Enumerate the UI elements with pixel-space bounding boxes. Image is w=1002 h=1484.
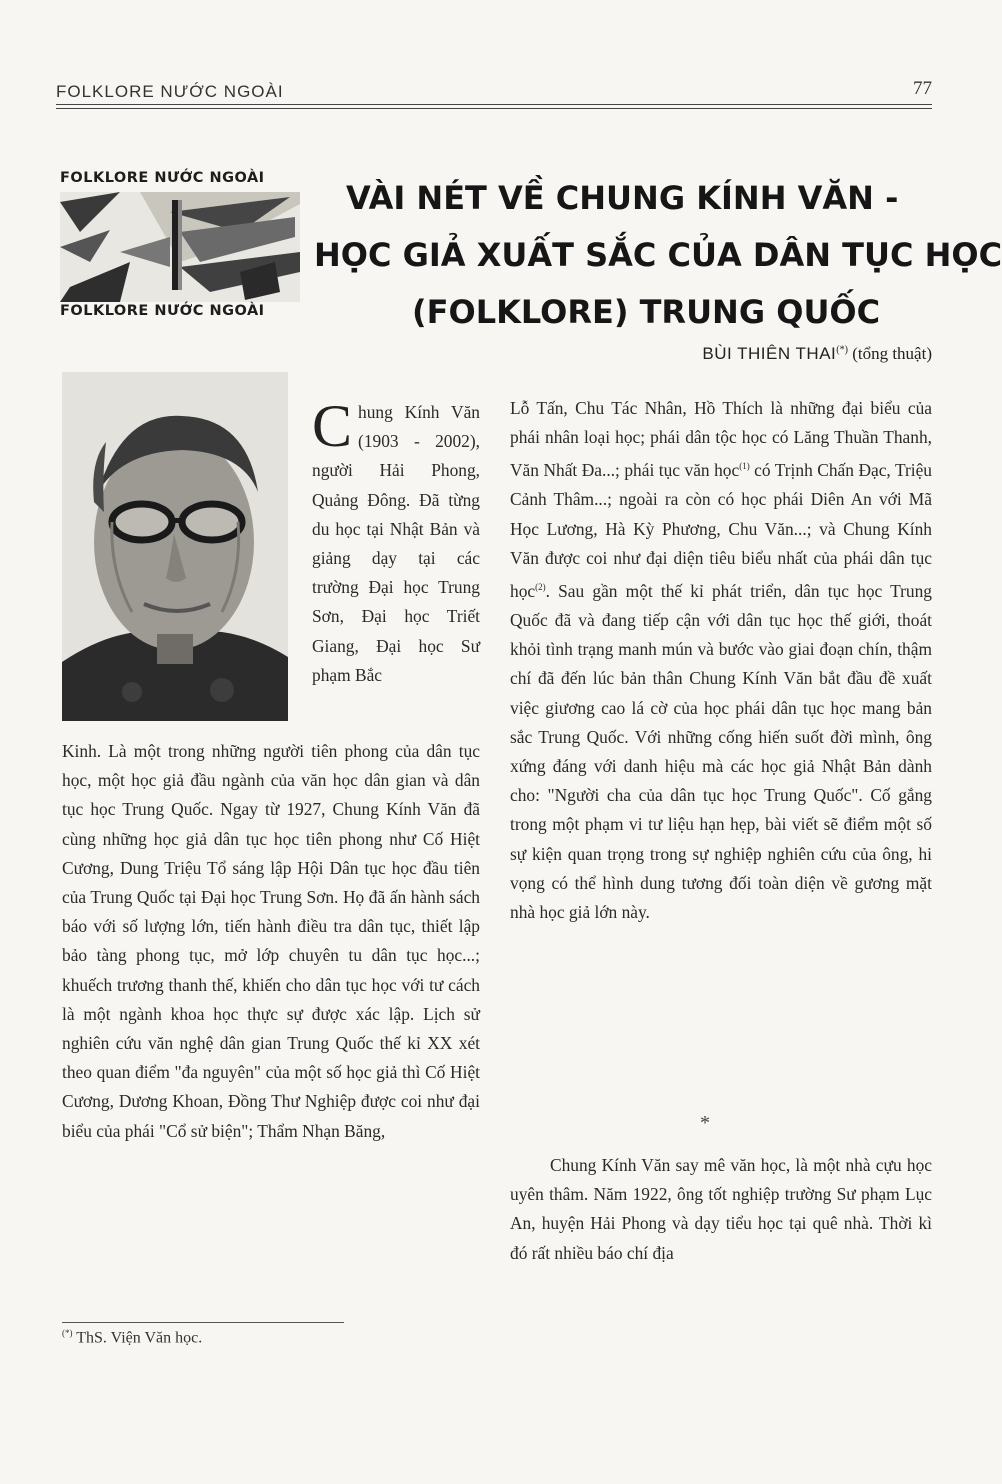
section-logo <box>60 170 304 330</box>
body-paragraph-intro <box>312 393 480 690</box>
article-title-line: (FOLKLORE) TRUNG QUỐC <box>412 293 881 331</box>
header-rule <box>56 104 932 105</box>
footnote-ref: (2) <box>535 582 546 593</box>
author-name: BÙI THIÊN THAI <box>702 344 837 363</box>
article-title-line: HỌC GIẢ XUẤT SẮC CỦA DÂN TỤC HỌC <box>314 236 1002 274</box>
header-rule-secondary <box>56 108 932 109</box>
footnote <box>62 1328 202 1347</box>
author-role: (tổng thuật) <box>852 344 932 363</box>
running-header <box>56 78 932 106</box>
author-portrait-photo <box>62 372 288 721</box>
portrait-illustration <box>62 372 288 721</box>
body-paragraph-right-continued: Chung Kính Văn say mê văn học, là một nhà cựu học uyên thâm. Năm 1922, ông tốt nghiệp trường Sư phạm Lục An, huyện Hải Phong và dạy tiểu học tại quê nhà. Thời kì đó rất nhiều báo chí địa <box>510 1155 932 1263</box>
author-footnote-mark: (*) <box>836 344 848 356</box>
body-paragraph-right <box>510 394 932 927</box>
running-title: FOLKLORE NƯỚC NGOÀI <box>56 82 284 101</box>
body-text: hung Kính Văn (1903 - 2002), người Hải Phong, Quảng Đông. Đã từng du học tại Nhật Bản và giảng dạy tại các trường Đại học Trung Sơn, Đại học Triết Giang, Đại học Sư phạm Bắc <box>312 402 480 685</box>
body-text: có Trịnh Chấn Đạc, Triệu Cảnh Thâm...; ngoài ra còn có học phái Diên An với Mã Học Lương, Hà Kỳ Phương, Chu Văn...; và Chung Kính Văn được coi như đại diện tiêu biểu nhất của phái dân tục học <box>510 460 932 601</box>
body-text: Lỗ Tấn, Chu Tác Nhân, Hồ Thích là những đại biểu của phái nhân loại học; phái dân tộc học có Lăng Thuần Thanh, Văn Nhất Đa...; phái tục văn học <box>510 398 932 481</box>
footnote-ref: (1) <box>739 461 750 472</box>
body-text: . Sau gần một thế kỉ phát triển, dân tục học Trung Quốc đã và đang tiếp cận với dân tục học thế giới, thoát khỏi tình trạng manh mún và bước vào giai đoạn chín, thậm chí đã đến lúc bản thân Chung Kính Văn bắt đầu đề xuất việc giương cao lá cờ của học phái dân tục học mang bản sắc Trung Quốc. Với những cống hiến suốt đời mình, ông xứng đáng với danh hiệu mà các học giả Nhật Bản dành cho: "Người cha của dân tục học Trung Quốc". Cố gắng trong một phạm vi tư liệu hạn hẹp, bài viết sẽ điểm một số sự kiện quan trọng trong sự nghiệp nghiên cứu của ông, hi vọng có thể hình dung tương đối toàn diện về gương mặt nhà học giả lớn này. <box>510 580 932 923</box>
article-title <box>300 170 1002 341</box>
section-logo-bottom-text: FOLKLORE NƯỚC NGOÀI <box>60 303 265 319</box>
footnote-rule <box>62 1322 344 1323</box>
dropcap-letter: C <box>312 393 353 459</box>
body-paragraph-left: Kinh. Là một trong những người tiên phong của dân tục học, một học giả đầu ngành của văn học dân gian và dân tục học Trung Quốc. Ngay từ 1927, Chung Kính Văn đã cùng những học giả dân tục học tiên phong như Cố Hiệt Cương, Dung Triệu Tổ sáng lập Hội Dân tục học đầu tiên của Trung Quốc tại Đại học Trung Sơn. Họ đã ấn hành sách báo với số lượng lớn, tiến hành điều tra dân tục, thiết lập bảo tàng phong tục, mở lớp chuyên tu dân tục học...; khuếch trương thanh thế, khiến cho dân tục học với tư cách là một ngành khoa học thực sự được xác lập. Lịch sử nghiên cứu văn nghệ dân gian Trung Quốc thế kỉ XX xét theo quan điểm "đa nguyên" của một số học giả thì Cố Hiệt Cương, Dương Khoan, Đồng Thư Nghiệp được coi như đại biểu của phái "Cổ sử biện"; Thẩm Nhạn Băng, <box>62 741 480 1141</box>
section-separator: * <box>700 1112 710 1134</box>
folk-pattern-logo-graphic <box>60 192 300 302</box>
footnote-mark: (*) <box>62 1328 73 1338</box>
article-title-line: VÀI NÉT VỀ CHUNG KÍNH VĂN - <box>346 179 899 217</box>
section-logo-top-text: FOLKLORE NƯỚC NGOÀI <box>60 170 265 186</box>
footnote-text: ThS. Viện Văn học. <box>72 1329 203 1347</box>
byline <box>702 344 932 364</box>
page-number: 77 <box>913 78 932 99</box>
